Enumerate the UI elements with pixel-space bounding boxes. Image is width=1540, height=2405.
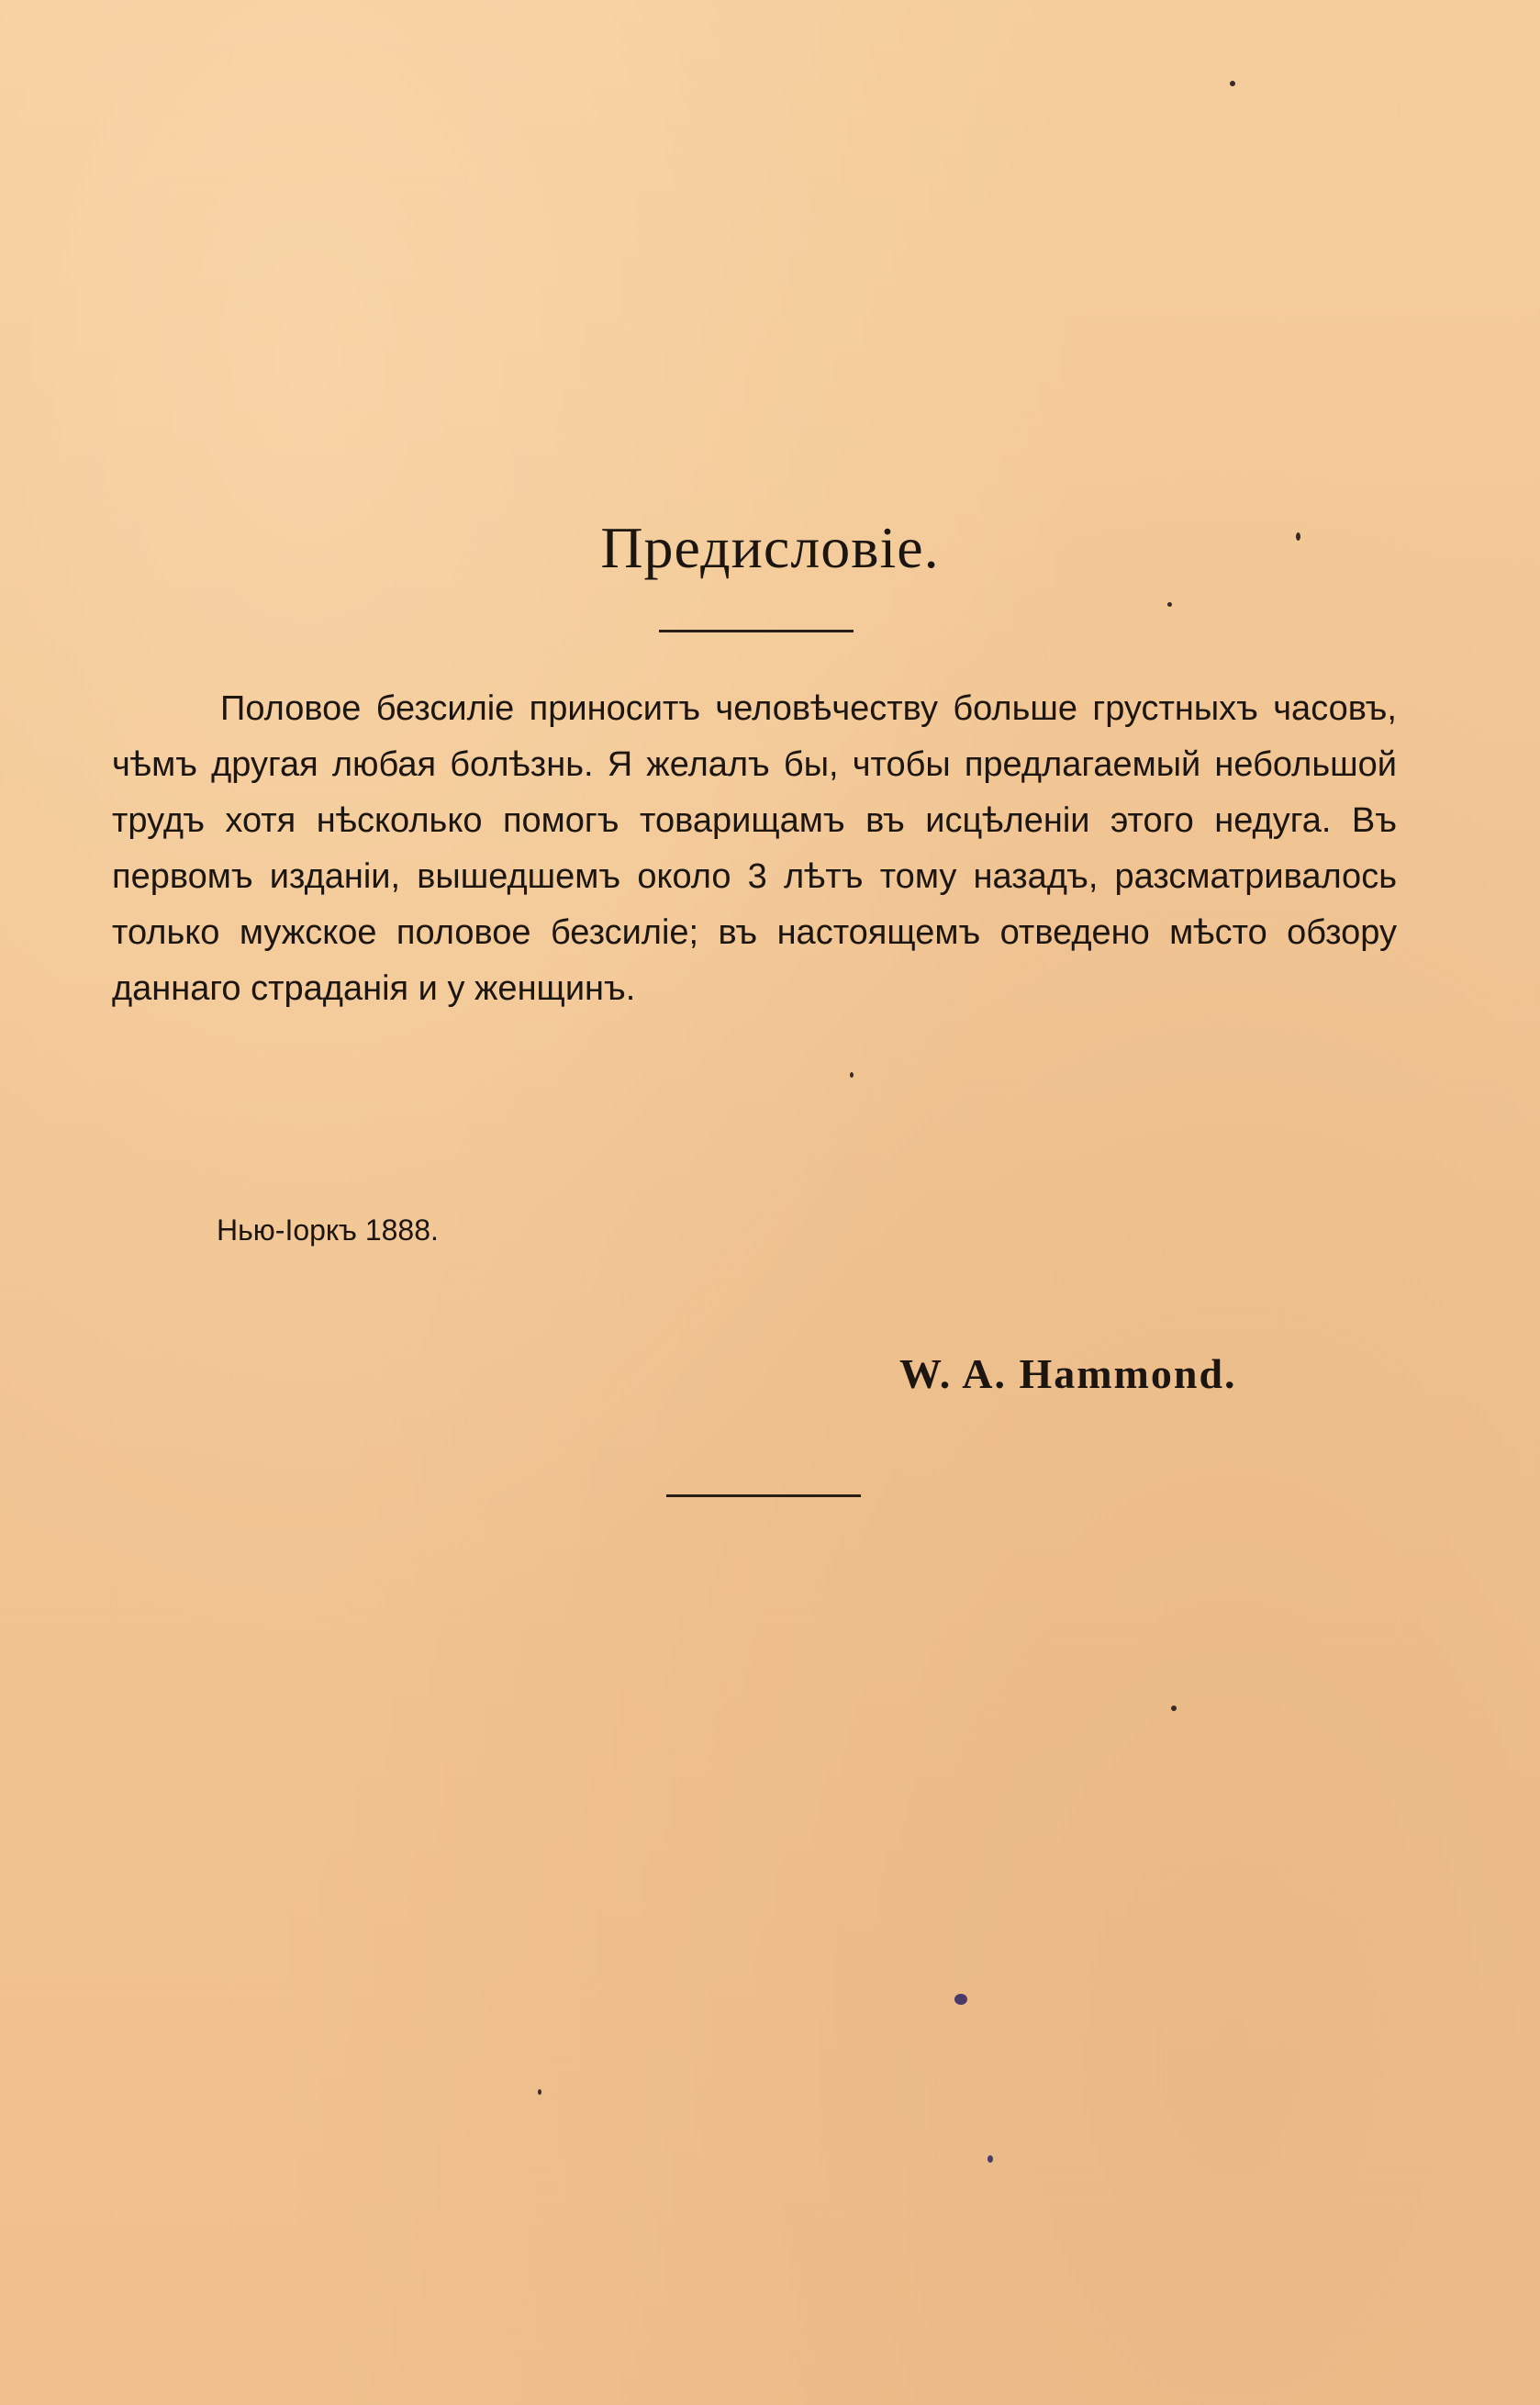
paper-speck	[1296, 532, 1300, 541]
paper-speck	[1167, 602, 1172, 607]
paper-speck	[538, 2089, 541, 2095]
paper-speck	[954, 1994, 967, 2005]
paper-speck	[1171, 1706, 1177, 1711]
author-signature: W. A. Hammond.	[899, 1350, 1237, 1397]
title-divider	[659, 630, 854, 632]
closing-divider	[666, 1494, 861, 1497]
paper-speck	[1230, 81, 1235, 86]
paper-speck	[850, 1072, 854, 1078]
page-title: Предисловіе.	[600, 515, 940, 580]
paper-speck	[988, 2155, 993, 2163]
place-date: Нью-Іоркъ 1888.	[217, 1214, 439, 1247]
preface-paragraph: Половое безсиліе приноситъ человѣчеству больше грустныхъ часовъ, чѣмъ другая любая болѣзнь. Я желалъ бы, чтобы предлагаемый небольшой трудъ хотя нѣсколько помогъ товарищамъ въ исцѣленіи этого недуга. Въ первомъ изданіи, вышедшемъ около 3 лѣтъ тому назадъ, разсматривалось только мужское половое безсиліе; въ настоящемъ отведено мѣсто обзору даннаго страданія и у женщинъ.	[112, 689, 1397, 1008]
